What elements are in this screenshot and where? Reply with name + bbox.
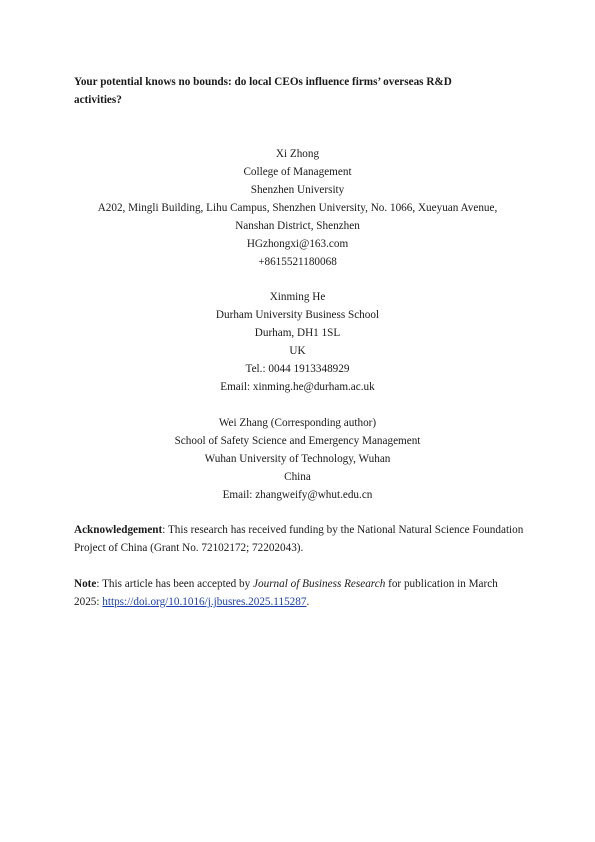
- note-text-before: This article has been accepted by: [99, 578, 254, 590]
- acknowledgement-label: Acknowledgement: [74, 524, 163, 536]
- author-department: College of Management: [243, 166, 352, 178]
- author-institution: Wuhan University of Technology, Wuhan: [204, 453, 391, 465]
- author-phone: +8615521180068: [258, 256, 337, 268]
- author-name: Xinming He: [269, 291, 326, 303]
- journal-name: Journal of Business Research: [253, 578, 386, 590]
- author-institution: Shenzhen University: [250, 184, 345, 196]
- acknowledgement-paragraph: [74, 521, 524, 557]
- author-department: School of Safety Science and Emergency Management: [174, 435, 421, 447]
- note-label: Note: [74, 578, 97, 590]
- author-email: Email: xinming.he@durham.ac.uk: [220, 381, 375, 393]
- title-line-2: activities?: [74, 94, 122, 106]
- author-block-2: [0, 288, 595, 396]
- author-phone: Tel.: 0044 1913348929: [245, 363, 350, 375]
- doi-link[interactable]: https://doi.org/10.1016/j.jbusres.2025.115287: [102, 596, 307, 608]
- author-address-line-1: A202, Mingli Building, Lihu Campus, Shenzhen University, No. 1066, Xueyuan Avenue,: [97, 202, 498, 214]
- author-institution: Durham University Business School: [215, 309, 380, 321]
- note-separator: :: [96, 578, 100, 590]
- note-text-after: for publication in March 2025:: [74, 578, 498, 608]
- author-email: HGzhongxi@163.com: [246, 238, 349, 250]
- note-end: .: [306, 596, 310, 608]
- author-block-1: [0, 145, 595, 271]
- author-city: Durham, DH1 1SL: [254, 327, 341, 339]
- author-name: Xi Zhong: [275, 148, 320, 160]
- author-country: UK: [289, 345, 306, 357]
- author-block-3: [0, 414, 595, 504]
- author-name: Wei Zhang (Corresponding author): [218, 417, 377, 429]
- author-country: China: [284, 471, 311, 483]
- title-line-1: Your potential knows no bounds: do local CEOs influence firms’ overseas R&D: [74, 76, 452, 88]
- author-address-line-2: Nanshan District, Shenzhen: [235, 220, 360, 232]
- note-paragraph: [74, 575, 524, 611]
- acknowledgement-separator: :: [162, 524, 166, 536]
- paper-title: [74, 73, 524, 109]
- author-email: Email: zhangweify@whut.edu.cn: [222, 489, 373, 501]
- acknowledgement-text: This research has received funding by the National Natural Science Foundation Project of China (Grant No. 72102172; 72202043).: [74, 524, 524, 554]
